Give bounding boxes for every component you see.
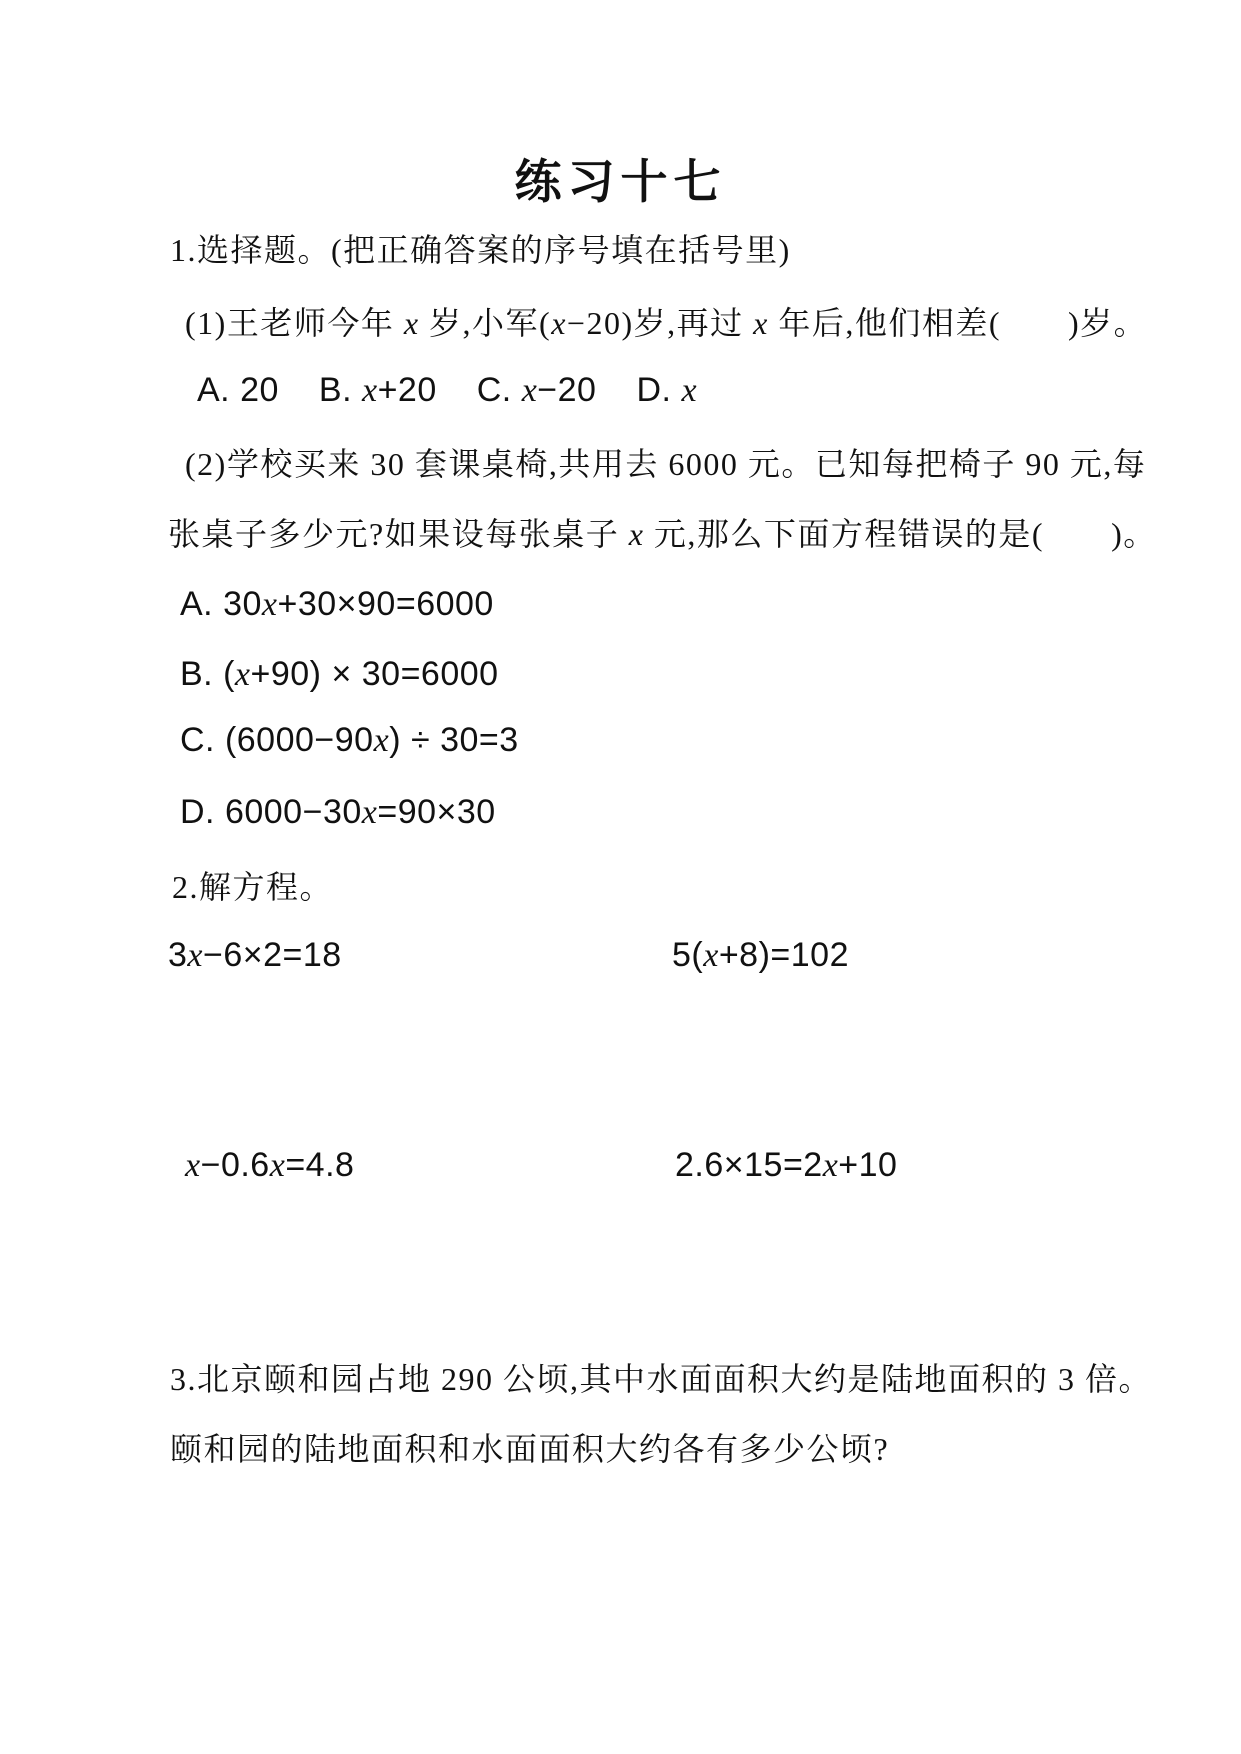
q3-line2: 颐和园的陆地面积和水面面积大约各有多少公顷? xyxy=(170,1431,890,1467)
q3-line1: 3.北京颐和园占地 290 公顷,其中水面面积大约是陆地面积的 3 倍。 xyxy=(170,1361,1153,1397)
q1-part1-choices xyxy=(197,373,697,408)
choice-b: B. x+20 xyxy=(318,371,437,409)
q1-part2-line2: 张桌子多少元?如果设每张桌子 x 元,那么下面方程错误的是( )。 xyxy=(168,516,1157,552)
q1-heading: 1.选择题。(把正确答案的序号填在括号里) xyxy=(170,232,791,268)
choice-d: D. x xyxy=(636,371,698,409)
choice-a: A. 20 xyxy=(197,371,279,409)
choice-c: C. x−20 xyxy=(476,371,597,409)
q1-part1-stem: (1)王老师今年 x 岁,小军(x−20)岁,再过 x 年后,他们相差( )岁。 xyxy=(185,305,1148,341)
q2-equation-3: x−0.6x=4.8 xyxy=(185,1146,355,1184)
q2-equation-4: 2.6×15=2x+10 xyxy=(675,1146,898,1184)
q1-part2-option-d: D. 6000−30x=90×30 xyxy=(180,793,496,831)
q2-equation-1: 3x−6×2=18 xyxy=(168,936,342,974)
q1-part2-line1: (2)学校买来 30 套课桌椅,共用去 6000 元。已知每把椅子 90 元,每 xyxy=(185,446,1147,482)
q2-heading: 2.解方程。 xyxy=(172,869,334,905)
page-title: 练习十七 xyxy=(514,157,727,209)
q1-part2-option-b: B. (x+90) × 30=6000 xyxy=(180,655,499,693)
q2-equation-2: 5(x+8)=102 xyxy=(672,936,849,974)
q1-part2-option-c: C. (6000−90x) ÷ 30=3 xyxy=(180,721,519,759)
q1-part2-option-a: A. 30x+30×90=6000 xyxy=(180,585,494,623)
